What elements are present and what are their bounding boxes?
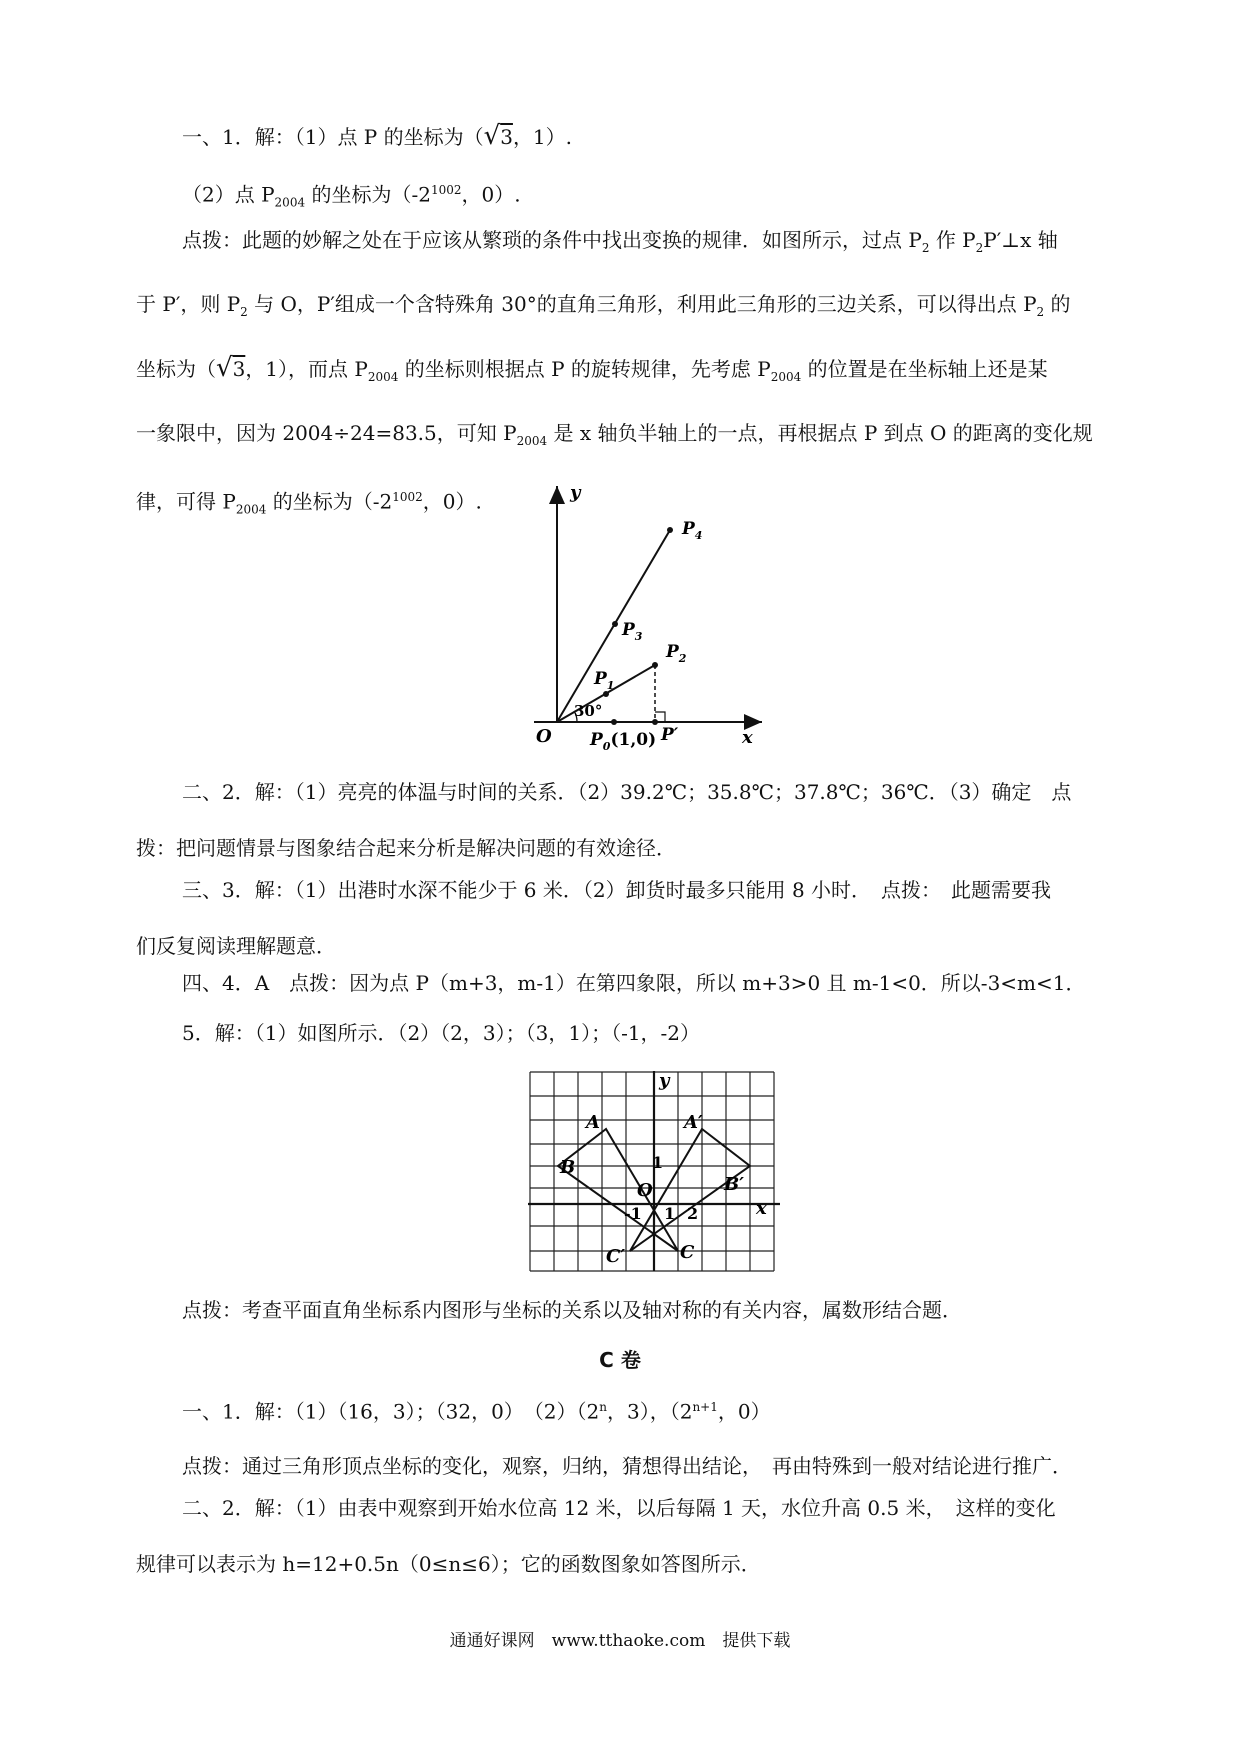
text: （2）点 P: [182, 182, 275, 207]
footer: 通通好课网 www.tthaoke.com 提供下载: [449, 1631, 791, 1651]
point-pprime: [652, 719, 658, 725]
text: 点拨：此题的妙解之处在于应该从繁琐的条件中找出变换的规律．如图所示，过点 P: [182, 228, 922, 252]
text: ，3），（2: [606, 1399, 693, 1424]
line: 三、3．解：（1）出港时水深不能少于 6 米．（2）卸货时最多只能用 8 小时． 点拨： 此题需要我: [182, 878, 1052, 902]
text: ，1），而点 P: [245, 357, 368, 381]
subscript: 2: [975, 241, 984, 255]
line: 二、2．解：（1）亮亮的体温与时间的关系．（2）39.2℃；35.8℃；37.8℃；36℃．（3）确定 点: [182, 780, 1072, 804]
line: 规律可以表示为 h=12+0.5n（0≤n≤6）；它的函数图象如答图所示．: [136, 1552, 761, 1576]
label-y: y: [659, 1070, 670, 1091]
c-answer-2: [136, 1480, 1121, 1592]
line: 二、2．解：（1）由表中观察到开始水位高 12 米，以后每隔 1 天，水位升高 0.5 米， 这样的变化: [182, 1496, 1056, 1520]
line: 拨：把问题情景与图象结合起来分析是解决问题的有效途径．: [136, 836, 676, 860]
superscript: 1002: [430, 183, 462, 197]
label-y: y: [570, 482, 581, 503]
text: 的位置是在坐标轴上还是某: [801, 357, 1048, 381]
text: 作 P: [929, 228, 976, 252]
label-p4: $P_4$: [682, 519, 703, 542]
text: ，0）.: [461, 182, 521, 207]
point-p0: [611, 719, 617, 725]
label-p1: $P_1$: [594, 669, 615, 692]
grid-symmetry-diagram: [524, 1066, 786, 1276]
text: 一、1．解：（1）（16，3）；（32，0） （2）（2: [182, 1399, 600, 1424]
label-b-prime: B′: [724, 1174, 744, 1195]
line: 四、4．A 点拨：因为点 P（m+3，m-1）在第四象限，所以 m+3>0 且 m-1<0．所以-3<m<1．: [182, 971, 1086, 995]
label-a-prime: A′: [684, 1112, 703, 1133]
label-angle: 30°: [574, 702, 603, 720]
text: 的坐标为（-2: [305, 182, 431, 207]
superscript: n+1: [692, 1400, 718, 1414]
rotation-diagram: [530, 480, 770, 758]
label-x: x: [756, 1198, 767, 1219]
section-title-c: C 卷: [599, 1348, 641, 1372]
label-p3: $P_3$: [622, 620, 643, 643]
line: 5．解：（1）如图所示．（2）（2，3）；（3，1）；（-1，-2）: [182, 1021, 701, 1045]
answer-4-5: [136, 958, 1121, 1058]
subscript: 2004: [516, 434, 548, 448]
point-p3: [612, 621, 618, 627]
subscript: 2004: [367, 370, 399, 384]
answer-1-part1: [136, 108, 1121, 165]
text: ，1）.: [512, 125, 573, 149]
subscript: 2004: [770, 370, 802, 384]
line: 点拨：考查平面直角坐标系内图形与坐标的关系以及轴对称的有关内容，属数形结合题．: [182, 1298, 962, 1322]
label-c: C: [680, 1242, 695, 1263]
text: 的坐标则根据点 P 的旋转规律，先考虑 P: [398, 357, 771, 381]
subscript: 2004: [235, 502, 267, 517]
hint-5: [136, 1282, 1121, 1338]
subscript: 2: [921, 241, 930, 255]
text: 的坐标为（-2: [266, 489, 393, 514]
tick-x-neg1: -1: [624, 1204, 642, 1223]
label-pprime: P′: [661, 725, 679, 745]
tick-x-1: 1: [664, 1204, 676, 1223]
line: 点拨：通过三角形顶点坐标的变化，观察，归纳，猜想得出结论， 再由特殊到一般对结论进行推广．: [182, 1453, 1072, 1478]
text: 一象限中，因为 2004÷24=83.5，可知 P: [136, 421, 517, 445]
text: 的: [1044, 292, 1071, 316]
superscript: n: [599, 1400, 607, 1414]
text: ，0）: [717, 1399, 771, 1424]
superscript: 1002: [392, 490, 423, 504]
radicand: 3: [232, 357, 246, 381]
triangle-abc: [558, 1129, 678, 1251]
text: 与 O，P′组成一个含特殊角 30°的直角三角形，利用此三角形的三边关系，可以得出点 P: [247, 292, 1037, 316]
point-p2: [652, 662, 658, 668]
sqrt-symbol: √: [483, 121, 501, 151]
radicand: 3: [500, 125, 513, 149]
text: ，0）.: [422, 489, 482, 514]
label-p2: $P_2$: [666, 642, 687, 665]
label-b: B: [560, 1157, 576, 1178]
text: 一、1．解：（1）点 P 的坐标为（: [182, 125, 484, 149]
point-p4: [667, 527, 673, 533]
label-c-prime: C′: [606, 1246, 626, 1267]
label-o: O: [637, 1180, 653, 1201]
answer-2: [136, 764, 1121, 876]
text: 律，可得 P: [136, 489, 236, 514]
subscript: 2004: [274, 195, 306, 210]
label-p0: $P_0(1,0)$: [590, 730, 657, 753]
sqrt-symbol: √: [216, 353, 233, 383]
label-x: x: [742, 727, 753, 748]
text: P′⊥x 轴: [983, 228, 1058, 252]
text: 于 P′，则 P: [136, 292, 241, 316]
tick-x-2: 2: [687, 1204, 699, 1223]
label-a: A: [586, 1112, 600, 1133]
label-o: O: [536, 726, 552, 747]
subscript: 2: [240, 305, 248, 319]
text: 坐标为（: [136, 357, 216, 381]
c-answer-1: [136, 1380, 1121, 1493]
line: 们反复阅读理解题意．: [136, 934, 336, 958]
text: 是 x 轴负半轴上的一点，再根据点 P 到点 O 的距离的变化规: [547, 421, 1093, 445]
subscript: 2: [1036, 305, 1045, 319]
tick-y-1: 1: [652, 1153, 664, 1172]
